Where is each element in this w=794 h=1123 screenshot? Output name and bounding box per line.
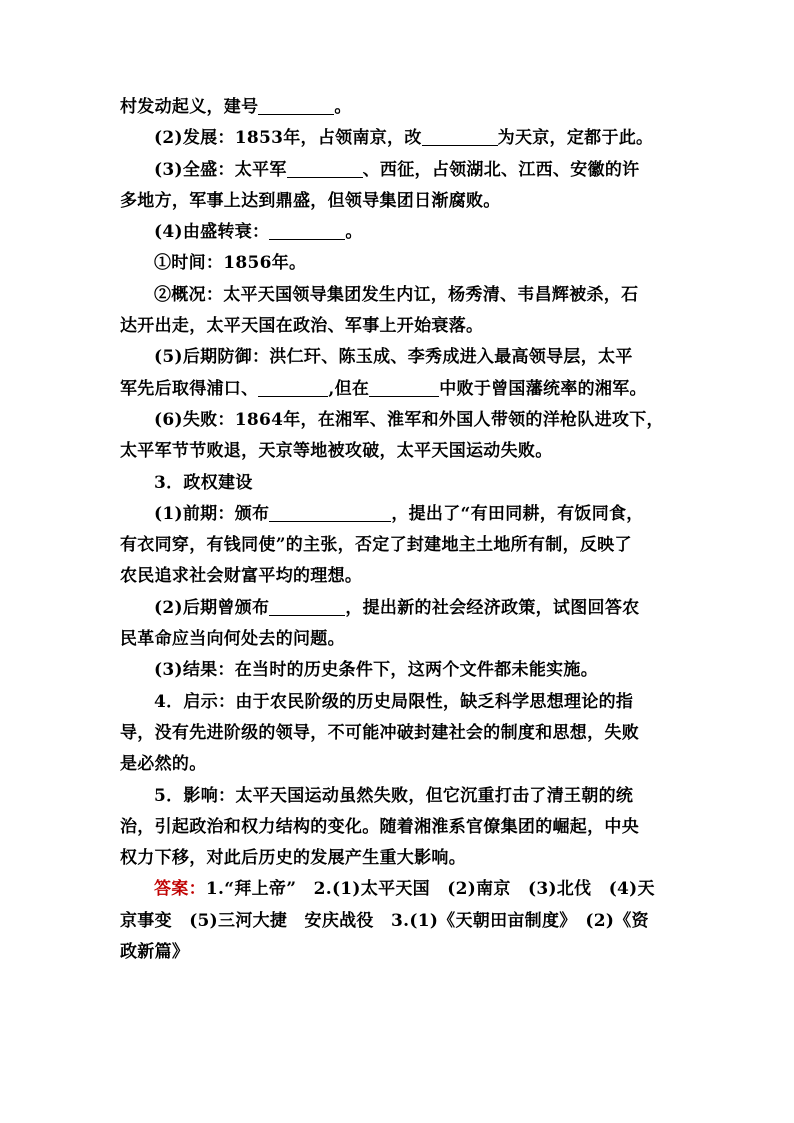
text-line: 军先后取得浦口、 ,但在 中败于曾国藩统率的湘军。 (120, 378, 647, 399)
fill-blank (258, 96, 334, 115)
text-line: (3)全盛：太平军 、西征，占领湖北、江西、安徽的许 (154, 159, 640, 180)
text-line: ②概况：太平天国领导集团发生内讧，杨秀清、韦昌辉被杀，石 (154, 284, 639, 305)
text-line: 权力下移，对此后历史的发展产生重大影响。 (120, 848, 466, 869)
text-line: 民革命应当向何处去的问题。 (120, 629, 345, 650)
fill-blank (369, 378, 439, 397)
fill-blank (258, 378, 328, 397)
text-line: ①时间：1856年。 (154, 253, 307, 274)
text-line: 导，没有先进阶级的领导，不可能冲破封建社会的制度和思想，失败 (120, 722, 639, 743)
fill-blank (269, 503, 391, 522)
fill-blank (422, 127, 498, 146)
document-page (120, 92, 676, 968)
text-line: 村发动起义，建号 。 (120, 97, 352, 117)
fill-blank (269, 221, 345, 240)
text-line: (4)由盛转衰： 。 (154, 222, 363, 243)
fill-blank (269, 597, 345, 616)
section-heading: 5．影响 (154, 785, 219, 806)
answer-line: 京事变 (5)三河大捷 安庆战役 3.(1)《天朝田亩制度》 (2)《资 (120, 910, 649, 931)
text-line: 是必然的。 (120, 754, 207, 775)
text-line: 农民追求社会财富平均的理想。 (120, 566, 363, 587)
fill-blank (287, 159, 363, 178)
text-line: 5．影响：太平天国运动虽然失败，但它沉重打击了清王朝的统 (154, 785, 634, 806)
text-line: 有衣同穿，有钱同使”的主张，否定了封建地主土地所有制，反映了 (120, 535, 632, 556)
text-line: (1)前期：颁布 ，提出了“有田同耕，有饭同食， (154, 503, 644, 524)
section-heading: 4．启示 (154, 691, 219, 712)
answer-label: 答案： (154, 879, 206, 900)
text-line: 多地方，军事上达到鼎盛，但领导集团日渐腐败。 (120, 190, 501, 211)
section-heading: 3．政权建设 (154, 472, 253, 493)
text-line: 太平军节节败退，天京等地被攻破，太平天国运动失败。 (120, 441, 553, 462)
text-line: 达开出走，太平天国在政治、军事上开始衰落。 (120, 316, 484, 337)
answer-line: 答案：1.“拜上帝” 2.(1)太平天国 (2)南京 (3)北伐 (4)天 (154, 879, 655, 900)
text-line: (6)失败：1864年，在湘军、淮军和外国人带领的洋枪队进攻下， (154, 409, 664, 430)
text-line: (3)结果：在当时的历史条件下，这两个文件都未能实施。 (154, 660, 599, 681)
text-line: 4．启示：由于农民阶级的历史局限性，缺乏科学思想理论的指 (154, 691, 634, 712)
text-line: 治，引起政治和权力结构的变化。随着湘淮系官僚集团的崛起，中央 (120, 816, 639, 837)
text-line: (2)发展：1853年，占领南京，改 为天京，定都于此。 (154, 128, 654, 149)
text-line: (5)后期防御：洪仁玕、陈玉成、李秀成进入最高领导层，太平 (154, 347, 633, 368)
text-line: (2)后期曾颁布 ，提出新的社会经济政策，试图回答农 (154, 597, 640, 618)
answer-line: 政新篇》 (120, 942, 190, 963)
